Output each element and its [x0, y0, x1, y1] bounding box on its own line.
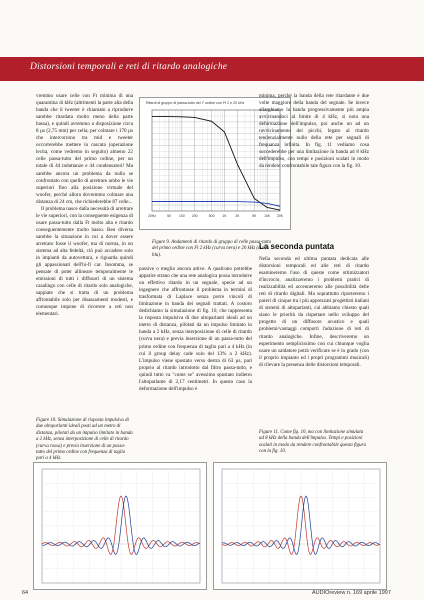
x-tick-label: 50 — [167, 214, 171, 218]
figure-9-caption: Figure 9. Andamenti di ritardo di gruppo di celle passa-tutto del primo ordine con Ft 2 kHz (curva nera) e 20 kHz (curva blu). — [152, 240, 272, 258]
section-subhead: La seconda puntata — [259, 242, 335, 251]
x-tick-label: 200 — [191, 214, 198, 218]
column-2-text — [139, 266, 252, 393]
section-title: Distorsioni temporali e reti di ritardo analogiche — [30, 62, 228, 72]
x-tick-label: 10K — [264, 214, 271, 218]
section-header-band — [0, 57, 424, 81]
impulse-plot-10 — [34, 463, 206, 589]
figure-10-caption: Figure 10. Simulazione di risposta impulsiva di due altoparlanti ideali posti ad un metro di distanza, pilotati da un impulso limitato in banda a 2 kHz, senza interposizione di celle di ritardo (curva rossa) e previa inserzione di un passa-tutto del primo ordine con frequenza di taglio pari a 4 kHz. — [36, 418, 133, 462]
impulse-plot-11 — [214, 463, 386, 589]
x-tick-label: 20K — [276, 214, 284, 218]
x-tick-label: 500 — [208, 214, 215, 218]
paragraph: vremmo usare celle con Ft minima di una quarantina di kHz (altrimenti la parte alta della banda che il tweeter è chiamato a riprodurre sarebbe ritardata molto meno della parte bassa), e quindi avremmo a disposizione circa 8 µs (2,75 mm) per cella; per colmare i 170 µs che intercorrono tra mid e tweeter occorrerebbe mettere in cascata (operazione lecita, come vedremo in seguito) almeno 22 celle passa-tutto del primo ordine, per un totale di 44 induttanze e 44 condensatori! Ma sarebbe ancora un problema da nulla se confrontato con quello di arretrare ambo le vie superiori fino alla posizione virtuale del woofer, perché allora dovremmo colmare una distanza di 24 cm, che richiederebbe 87 celle... — [36, 93, 133, 205]
x-tick-label: 2K — [235, 214, 240, 218]
paragraph: Nella seconda ed ultima puntata dedicata alle distorsioni temporali ed alle reti di ritardo esamineremo l'uso di queste come ottimizzatori d'incrocio, analizzeremo i problemi pratici di realizzabilità ed accenneremo alle possibilità delle reti di ritardo digitali. Ma soprattutto riporteremo i pareri di cinque tra i più apprezzati progettisti italiani di sistemi di altoparlanti, cui abbiamo chiesto quali siano le priorità da rispettare nello sviluppo del progetto di un diffusore acustico e quali problemi/vantaggi comporti l'adozione di reti di ritardo analogiche. Infine, descriveremo un esperimento semplicissimo con cui chiunque voglia usare un saldatore potrà verificare se è in grado (con il proprio impianto ed i propri programmi musicali) di rilevare la presenza delle distorsioni temporali. — [259, 256, 369, 368]
column-3-text — [259, 93, 369, 171]
column-3-section-text — [259, 256, 369, 369]
paragraph: minima, perché la banda della rete ritardante è due volte maggiore della banda del segnale. Se invece allarghiamo la banda progressivamente più ampia avvicinandoci al limite di 4 kHz, si nota una deformazione dell'impulso, poi anche un ad un ravvicinamento dei picchi, legato al ritardo tendenzialmente nullo della rete per segnali di frequanza infinita. In fig. 11 vediamo cosa succederebbe per una limitazione in banda ad 8 kHz dell'impulso, con tempi e posizioni scalati in modo da rendere confrontabile tale figura con la fig. 10. — [259, 93, 369, 170]
paragraph: Il problema nasce dalla necessità di arretrare le vie superiori, con la conseguente esigenza di usare passa-tutto dalla Ft molto alta e ritardo conseguentemente molto basso. Ben diversa sarebbe la situazione in cui a dover essere arretrato fosse il woofer, ma di norma, in un sistema ad alta fedeltà, ciò può accadere solo in impianti da autovettura, e riguarda quindi gli appassionati dell'hi-fi car. Insomma, se pensate di poter allineare temporalmente le emissioni di tutti i diffusori di un sistema casalingo con celle di ritardo solo analogiche, sappiate che si tratta di un problema affrontabile solo per disassamenti modesti, e comunque impone di ricorrere a reti non elementari. — [36, 205, 133, 318]
x-tick-label: 1K — [222, 214, 227, 218]
figure-11-plot — [213, 462, 387, 590]
figure-10-plot — [33, 462, 207, 590]
x-tick-label: 20Hz — [148, 214, 156, 218]
column-1-text — [36, 93, 133, 319]
magazine-footer: AUDIOreview n. 169 aprile 1997 — [312, 590, 391, 596]
chart-title: Ritardi di gruppo di passa-tutto del I° ordine con Ft 2 e 20 kHz — [146, 101, 245, 105]
x-tick-label: 5K — [252, 214, 257, 218]
figure-11-caption: Figure 11. Come fig. 10, ma con limitazione simulata ad 8 kHz della banda dell'impulso. Tempi e posizioni scalati in modo da rendere confrontabile questa figura con la fig. 10. — [259, 430, 366, 455]
paragraph: passive o meglio ancora attive. A qualcuno potrebbe apparire strano che una rete analogica possa introdurre un effettivo ritardo in un segnale, specie ad un ingegnere che affrontasse il problema in termini di trasformata di Laplace senza porre vincoli di limitazione in banda dei segnali trattati. A costoro dedichiamo la simulazione di fig. 10, che rappresenta la risposta impulsiva di due altoparlanti ideali ad un metro di distanza, pilotati da un impulso limitato in banda a 2 kHz, senza interposizione di celle di ritardo (curva nera) e previa inserzione di un passa-tutto del primo ordine con frequenza di taglio pari a 4 kHz (in cui il group delay cade solo del 13% a 2 kHz). L'impulso viene spostato verso destra di 63 µs, pari proprio al ritardo introdotto dal filtro passa-tutto, e quindi tutto va "come se" avessimo spostato indietro l'altoparlante di 2,17 centimetri. In questo caso la deformazione dell'impulso è — [139, 266, 252, 392]
x-tick-label: 100 — [178, 214, 185, 218]
page-number: 64 — [22, 590, 29, 596]
